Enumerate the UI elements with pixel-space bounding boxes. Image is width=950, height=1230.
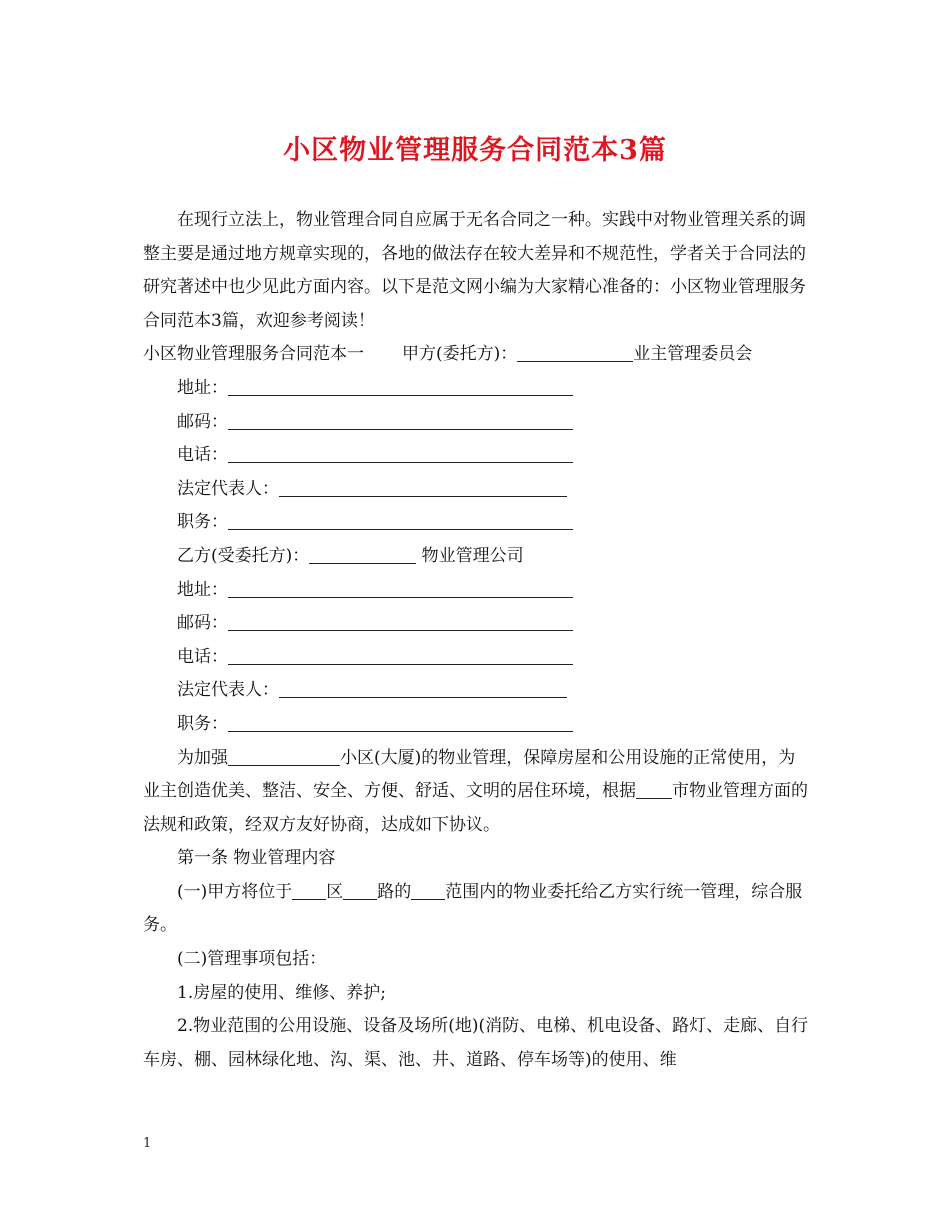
page-number: 1 bbox=[143, 1136, 152, 1151]
party-a-phone-field: 电话： bbox=[143, 439, 810, 473]
party-a-representative-field: 法定代表人： bbox=[143, 473, 810, 507]
party-b-phone-field: 电话： bbox=[143, 641, 810, 675]
party-b-suffix: 物业管理公司 bbox=[416, 545, 524, 566]
party-b-position-field: 职务： bbox=[143, 708, 810, 742]
item-2: 2.物业范围的公用设施、设备及场所(地)(消防、电梯、机电设备、路灯、走廊、自行车房、棚、园林绿化地、沟、渠、池、井、道路、停车场等)的使用、维 bbox=[143, 1016, 809, 1070]
document-title: 小区物业管理服务合同范本3篇 bbox=[283, 135, 667, 166]
party-a-address-field: 地址： bbox=[143, 372, 810, 406]
section-heading: 小区物业管理服务合同范本一 bbox=[143, 344, 364, 365]
party-a-label: 甲方(委托方)： bbox=[402, 344, 518, 365]
article-heading: 第一条 物业管理内容 bbox=[177, 848, 336, 869]
party-b-address-field: 地址： bbox=[143, 574, 810, 608]
party-b-postcode-field: 邮码： bbox=[143, 607, 810, 641]
party-b-label: 乙方(受委托方)： bbox=[177, 545, 310, 566]
party-b-representative-field: 法定代表人： bbox=[143, 674, 810, 708]
party-a-blank bbox=[517, 344, 633, 362]
party-a-suffix: 业主管理委员会 bbox=[633, 344, 753, 365]
clause-2: (二)管理事项包括： bbox=[177, 949, 327, 970]
party-a-line bbox=[143, 338, 810, 372]
party-b-line bbox=[143, 540, 810, 574]
party-a-position-field: 职务： bbox=[143, 506, 810, 540]
party-b-blank bbox=[309, 546, 416, 564]
document-body bbox=[143, 204, 810, 1077]
clause-1: (一)甲方将位于 区 路的 范围内的物业委托给乙方实行统一管理，综合服务。 bbox=[143, 881, 803, 936]
intro-paragraph: 在现行立法上，物业管理合同自应属于无名合同之一种。实践中对物业管理关系的调整主要是通过地方规章实现的，各地的做法存在较大差异和不规范性，学者关于合同法的研究著述中也少见此方面内容。以下是范文网小编为大家精心准备的：小区物业管理服务合同范本3篇，欢迎参考阅读！ bbox=[143, 210, 806, 331]
item-1: 1.房屋的使用、维修、养护; bbox=[177, 982, 386, 1003]
party-a-postcode-field: 邮码： bbox=[143, 406, 810, 440]
purpose-paragraph: 为加强 小区(大厦)的物业管理，保障房屋和公用设施的正常使用，为业主创造优美、整洁、安全、方便、舒适、文明的居住环境，根据 市物业管理方面的法规和政策，经双方友好协商，达成如下协议。 bbox=[143, 747, 808, 835]
